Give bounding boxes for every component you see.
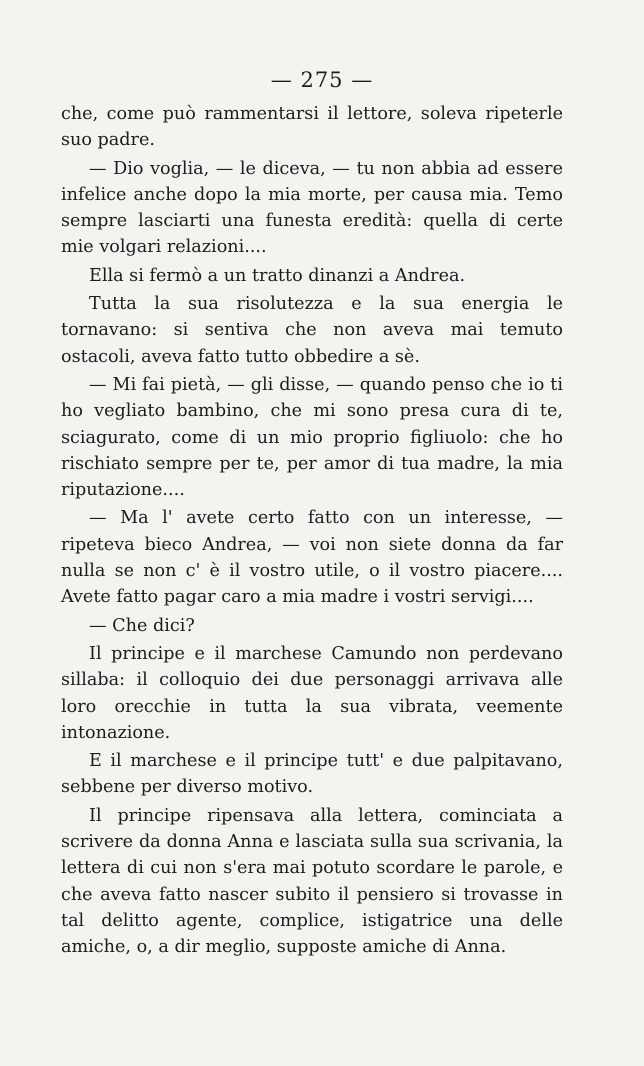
paragraph: — Ma l' avete certo fatto con un interesse, — ripeteva bieco Andrea, — voi non siete donna da far nulla se non c' è il vostro utile, o il vostro piacere.... Avete fatto pagar caro a mia madre i vostri servigi.... [61, 508, 563, 608]
paragraph: Ella si fermò a un tratto dinanzi a Andrea. [89, 265, 466, 286]
paragraph: — Mi fai pietà, — gli disse, — quando penso che io ti ho vegliato bambino, che mi sono presa cura di te, sciagurato, come di un mio proprio figliuolo: che ho rischiato sempre per te, per amor di tua madre, la mia riputazione.... [61, 374, 563, 501]
paragraph: Il principe e il marchese Camundo non perdevano sillaba: il colloquio dei due personaggi arrivava alle loro orecchie in tutta la sua vibrata, veemente intonazione. [61, 643, 563, 743]
paragraph: E il marchese e il principe tutt' e due palpitavano, sebbene per diverso motivo. [61, 751, 563, 798]
paragraph: — Che dici? [89, 615, 195, 636]
paragraph: che, come può rammentarsi il lettore, soleva ripeterle suo padre. [61, 104, 563, 151]
paragraph: Il principe ripensava alla lettera, cominciata a scrivere da donna Anna e lasciata sulla sua scrivania, la lettera di cui non s'era mai potuto scordare le parole, e che aveva fatto nascer subito il pensiero si trovasse in tal delitto agente, complice, istigatrice una delle amiche, o, a dir meglio, supposte amiche di Anna. [61, 805, 563, 958]
page-text [61, 101, 563, 961]
paragraph: — Dio voglia, — le diceva, — tu non abbia ad essere infelice anche dopo la mia morte, per causa mia. Temo sempre lasciarti una funesta eredità: quella di certe mie volgari relazioni.... [61, 158, 563, 258]
page-number: — 275 — [270, 68, 374, 92]
paragraph: Tutta la sua risolutezza e la sua energia le tornavano: si sentiva che non aveva mai temuto ostacoli, aveva fatto tutto obbedire a sè. [61, 294, 563, 367]
